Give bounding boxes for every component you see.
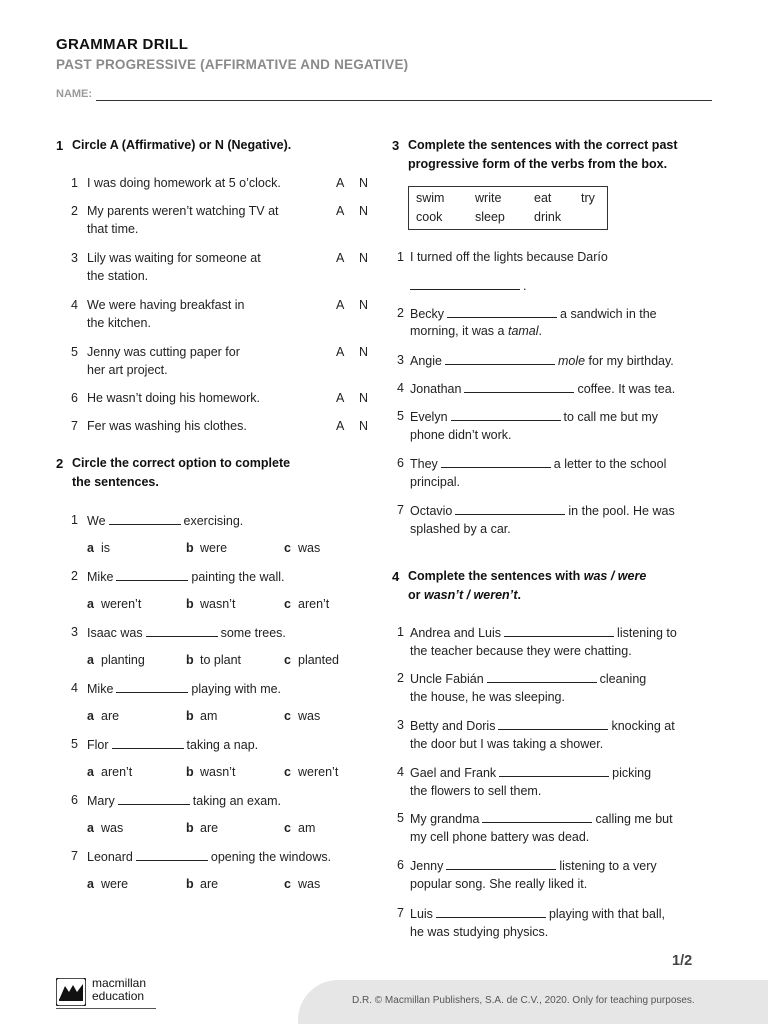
item-text: the door but I was taking a shower.	[410, 737, 604, 751]
item-text: knocking at	[611, 719, 675, 733]
item-number: 5	[71, 345, 78, 359]
item-text: the flowers to sell them.	[410, 784, 542, 798]
option-c[interactable]	[284, 707, 320, 725]
logo-underline	[56, 1008, 156, 1009]
ex4-item-5	[392, 809, 722, 847]
option-text: am	[298, 821, 316, 835]
ex1-item-6	[56, 389, 376, 409]
answer-a[interactable]: A	[336, 419, 345, 433]
option-letter: a	[87, 765, 94, 779]
option-letter: a	[87, 541, 94, 555]
item-text: cleaning	[599, 672, 647, 686]
word-box-word: eat	[534, 191, 552, 205]
option-letter: b	[186, 765, 194, 779]
option-a[interactable]	[87, 819, 123, 837]
word-box-word: write	[475, 191, 502, 205]
option-text: planting	[101, 653, 145, 667]
option-text: weren’t	[101, 597, 142, 611]
item-number: 5	[397, 811, 404, 825]
answer-a[interactable]: A	[336, 345, 345, 359]
item-number: 5	[397, 409, 404, 423]
answer-a[interactable]: A	[336, 204, 345, 218]
option-text: wasn’t	[200, 597, 236, 611]
answer-blank[interactable]	[499, 763, 609, 777]
ex1-number: 1	[56, 138, 64, 153]
item-number: 4	[71, 298, 78, 312]
item-number: 6	[71, 793, 78, 807]
option-text: are	[200, 877, 219, 891]
macmillan-logo-icon	[56, 978, 86, 1006]
item-text: .	[538, 324, 543, 338]
ex4-item-2	[392, 669, 722, 707]
item-text: morning, it was a	[410, 324, 508, 338]
item-text: a letter to the school	[553, 457, 667, 471]
ex4-heading	[392, 567, 722, 607]
item-text: Andrea and Luis	[410, 626, 502, 640]
item-text: I turned off the lights because Darío	[410, 250, 608, 264]
word-box-word: cook	[416, 210, 443, 224]
item-text: some trees.	[220, 626, 286, 640]
ex1-item-4	[56, 296, 376, 334]
item-text: opening the windows.	[210, 850, 332, 864]
item-text: .	[523, 279, 527, 293]
ex2-item-4	[56, 679, 376, 727]
item-number: 2	[71, 569, 78, 583]
item-number: 4	[71, 681, 78, 695]
answer-a[interactable]: A	[336, 176, 345, 190]
item-text: in the pool. He was	[568, 504, 675, 518]
option-letter: a	[87, 709, 94, 723]
option-letter: a	[87, 821, 94, 835]
name-label: NAME:	[56, 88, 93, 100]
answer-blank[interactable]	[455, 501, 565, 515]
item-text: calling me but	[595, 812, 673, 826]
answer-blank[interactable]	[112, 735, 184, 749]
item-text: to call me but my	[563, 410, 659, 424]
item-text: Luis	[410, 907, 433, 921]
ex2-number: 2	[56, 456, 64, 471]
item-text: for my birthday.	[585, 354, 674, 368]
option-b[interactable]	[186, 819, 218, 837]
item-number: 5	[71, 737, 78, 751]
item-text: taking a nap.	[186, 738, 259, 752]
option-letter: c	[284, 765, 291, 779]
option-letter: b	[186, 597, 194, 611]
option-letter: c	[284, 877, 291, 891]
option-b[interactable]	[186, 651, 241, 669]
ex4-instruction-italic: was / were	[583, 569, 647, 583]
option-letter: b	[186, 877, 194, 891]
ex2-instruction-line1: Circle the correct option to complete	[72, 456, 291, 470]
ex4-item-7	[392, 904, 722, 942]
option-text: aren’t	[298, 597, 330, 611]
option-text: are	[200, 821, 219, 835]
answer-a[interactable]: A	[336, 298, 345, 312]
word-box-word: sleep	[475, 210, 505, 224]
ex4-instruction-end: .	[517, 588, 521, 602]
page-number: 1/2	[672, 953, 693, 969]
item-text: listening to a very	[559, 859, 657, 873]
ex3-heading	[392, 136, 722, 176]
item-text: playing with that ball,	[548, 907, 665, 921]
ex4-instruction-line2: or	[408, 588, 424, 602]
word-box-word: swim	[416, 191, 445, 205]
item-text: taking an exam.	[192, 794, 282, 808]
option-text: planted	[298, 653, 340, 667]
option-letter: a	[87, 877, 94, 891]
answer-blank[interactable]	[109, 511, 181, 525]
option-letter: b	[186, 653, 194, 667]
worksheet-title: GRAMMAR DRILL	[56, 36, 189, 53]
answer-a[interactable]: A	[336, 251, 345, 265]
item-number: 7	[71, 849, 78, 863]
option-letter: c	[284, 541, 291, 555]
item-text: the house, he was sleeping.	[410, 690, 565, 704]
answer-blank[interactable]	[146, 623, 218, 637]
ex4-item-4	[392, 763, 722, 801]
item-text-italic: tamal	[507, 324, 539, 338]
ex3-item-1	[392, 248, 722, 293]
ex4-instruction-italic: wasn’t / weren’t	[423, 588, 518, 602]
item-number: 2	[397, 306, 404, 320]
item-text: Jenny	[410, 859, 444, 873]
item-text: Flor	[87, 738, 109, 752]
item-number: 3	[71, 251, 78, 265]
item-text: Uncle Fabián	[410, 672, 484, 686]
item-number: 6	[397, 858, 404, 872]
option-c[interactable]	[284, 763, 338, 781]
ex3-item-7	[392, 501, 722, 541]
answer-blank[interactable]	[441, 454, 551, 468]
option-b[interactable]	[186, 707, 217, 725]
ex2-item-3	[56, 623, 376, 671]
option-letter: c	[284, 821, 291, 835]
ex4-item-1	[392, 623, 722, 661]
option-a[interactable]	[87, 707, 119, 725]
item-text: My grandma	[410, 812, 480, 826]
option-text: is	[101, 541, 111, 555]
item-number: 1	[397, 625, 404, 639]
ex3-instruction-line1: Complete the sentences with the correct past	[408, 138, 678, 152]
item-text: We	[87, 514, 106, 528]
ex3-item-2	[392, 304, 722, 344]
option-a[interactable]	[87, 539, 110, 557]
item-number: 2	[397, 671, 404, 685]
ex1-item-2	[56, 202, 376, 240]
option-b[interactable]	[186, 539, 227, 557]
ex4-item-3	[392, 716, 722, 754]
item-text: exercising.	[183, 514, 244, 528]
answer-n[interactable]: N	[359, 204, 369, 218]
ex2-item-2	[56, 567, 376, 615]
answer-blank[interactable]	[445, 351, 555, 365]
answer-n[interactable]: N	[359, 419, 369, 433]
option-text: was	[101, 821, 124, 835]
answer-blank[interactable]	[410, 276, 520, 290]
item-text: principal.	[410, 475, 461, 489]
ex4-item-6	[392, 856, 722, 894]
name-line[interactable]	[96, 100, 712, 101]
option-text: was	[298, 877, 321, 891]
answer-blank[interactable]	[498, 716, 608, 730]
answer-blank[interactable]	[451, 407, 561, 421]
answer-a[interactable]: A	[336, 391, 345, 405]
item-text: Evelyn	[410, 410, 448, 424]
answer-blank[interactable]	[464, 379, 574, 393]
item-text-italic: mole	[557, 354, 586, 368]
ex4-instruction-line1: Complete the sentences with	[408, 569, 584, 583]
ex1-item-5	[56, 343, 376, 381]
answer-blank[interactable]	[446, 856, 556, 870]
item-number: 4	[397, 381, 404, 395]
option-a[interactable]	[87, 875, 128, 893]
item-text: We were having breakfast in	[87, 298, 245, 312]
item-text: Jenny was cutting paper for	[87, 345, 240, 359]
ex2-item-6	[56, 791, 376, 839]
option-letter: c	[284, 597, 291, 611]
answer-blank[interactable]	[436, 904, 546, 918]
item-text: the kitchen.	[87, 316, 151, 330]
item-text: I was doing homework at 5 o’clock.	[87, 176, 281, 190]
option-text: am	[200, 709, 218, 723]
item-text: Fer was washing his clothes.	[87, 419, 247, 433]
option-text: were	[101, 877, 129, 891]
item-text: Mike	[87, 682, 114, 696]
word-box-word: try	[581, 191, 595, 205]
item-number: 7	[397, 503, 404, 517]
item-text: splashed by a car.	[410, 522, 511, 536]
option-c[interactable]	[284, 539, 320, 557]
item-text: phone didn’t work.	[410, 428, 512, 442]
item-number: 1	[71, 176, 78, 190]
answer-n[interactable]: N	[359, 345, 369, 359]
copyright-text: D.R. © Macmillan Publishers, S.A. de C.V., 2020. Only for teaching purposes.	[352, 995, 695, 1006]
ex2-item-7	[56, 847, 376, 895]
option-a[interactable]	[87, 763, 132, 781]
answer-blank[interactable]	[136, 847, 208, 861]
item-text: picking	[612, 766, 652, 780]
item-number: 3	[397, 353, 404, 367]
answer-blank[interactable]	[504, 623, 614, 637]
ex1-item-7	[56, 417, 376, 437]
ex3-number: 3	[392, 138, 400, 153]
option-letter: c	[284, 653, 291, 667]
option-b[interactable]	[186, 595, 235, 613]
ex3-item-4	[392, 379, 722, 399]
option-text: was	[298, 541, 321, 555]
option-letter: c	[284, 709, 291, 723]
worksheet-subtitle: PAST PROGRESSIVE (AFFIRMATIVE AND NEGATIVE)	[56, 57, 409, 72]
item-text: He wasn’t doing his homework.	[87, 391, 260, 405]
ex2-item-1	[56, 511, 376, 559]
item-text: a sandwich in the	[560, 307, 657, 321]
macmillan-logo	[56, 976, 160, 1010]
item-text: Gael and Frank	[410, 766, 497, 780]
option-text: are	[101, 709, 120, 723]
item-text: Jonathan	[410, 382, 462, 396]
item-text: that time.	[87, 222, 139, 236]
item-number: 4	[397, 765, 404, 779]
item-text: Becky	[410, 307, 445, 321]
item-text: painting the wall.	[191, 570, 285, 584]
word-box	[408, 186, 608, 230]
item-text: popular song. She really liked it.	[410, 877, 588, 891]
ex3-item-3	[392, 351, 722, 371]
option-b[interactable]	[186, 763, 235, 781]
item-text: Octavio	[410, 504, 453, 518]
item-text: the station.	[87, 269, 149, 283]
option-letter: a	[87, 597, 94, 611]
option-text: to plant	[200, 653, 242, 667]
option-text: was	[298, 709, 321, 723]
answer-n[interactable]: N	[359, 391, 369, 405]
option-text: aren’t	[101, 765, 133, 779]
item-text: he was studying physics.	[410, 925, 549, 939]
item-text: Isaac was	[87, 626, 143, 640]
item-text: Angie	[410, 354, 442, 368]
item-text: listening to	[617, 626, 677, 640]
ex1-instruction: Circle A (Affirmative) or N (Negative).	[72, 138, 292, 152]
option-c[interactable]	[284, 819, 315, 837]
answer-n[interactable]: N	[359, 176, 369, 190]
item-number: 3	[397, 718, 404, 732]
item-text: coffee. It was tea.	[577, 382, 676, 396]
item-number: 7	[71, 419, 78, 433]
option-text: were	[200, 541, 228, 555]
item-text: my cell phone battery was dead.	[410, 830, 590, 844]
ex3-item-6	[392, 454, 722, 494]
logo-text-line2: education	[92, 989, 145, 1003]
item-text: Betty and Doris	[410, 719, 496, 733]
option-b[interactable]	[186, 875, 218, 893]
item-number: 7	[397, 906, 404, 920]
item-number: 6	[397, 456, 404, 470]
answer-blank[interactable]	[447, 304, 557, 318]
item-number: 1	[71, 513, 78, 527]
logo-text-line1: macmillan	[92, 976, 147, 990]
item-number: 3	[71, 625, 78, 639]
item-text: Lily was waiting for someone at	[87, 251, 261, 265]
item-text: her art project.	[87, 363, 168, 377]
ex1-item-3	[56, 249, 376, 287]
ex3-item-5	[392, 407, 722, 447]
option-letter: b	[186, 541, 194, 555]
option-c[interactable]	[284, 875, 320, 893]
answer-blank[interactable]	[118, 791, 190, 805]
answer-blank[interactable]	[116, 567, 188, 581]
ex2-heading	[56, 454, 356, 494]
option-text: wasn’t	[200, 765, 236, 779]
option-text: weren’t	[298, 765, 339, 779]
item-text: Mike	[87, 570, 114, 584]
item-number: 2	[71, 204, 78, 218]
answer-n[interactable]: N	[359, 298, 369, 312]
option-letter: b	[186, 709, 194, 723]
item-text: Leonard	[87, 850, 133, 864]
option-a[interactable]	[87, 651, 145, 669]
answer-blank[interactable]	[116, 679, 188, 693]
item-text: They	[410, 457, 438, 471]
ex2-instruction-line2: the sentences.	[72, 475, 159, 489]
option-a[interactable]	[87, 595, 141, 613]
option-letter: b	[186, 821, 194, 835]
word-box-word: drink	[534, 210, 562, 224]
ex1-heading	[56, 136, 356, 156]
ex1-item-1	[56, 174, 376, 194]
ex2-item-5	[56, 735, 376, 783]
item-number: 1	[397, 250, 404, 264]
ex4-number: 4	[392, 569, 400, 584]
answer-n[interactable]: N	[359, 251, 369, 265]
answer-blank[interactable]	[482, 809, 592, 823]
item-number: 6	[71, 391, 78, 405]
item-text: the teacher because they were chatting.	[410, 644, 632, 658]
option-c[interactable]	[284, 595, 329, 613]
item-text: playing with me.	[191, 682, 282, 696]
option-letter: a	[87, 653, 94, 667]
option-c[interactable]	[284, 651, 339, 669]
item-text: My parents weren’t watching TV at	[87, 204, 279, 218]
answer-blank[interactable]	[487, 669, 597, 683]
ex3-instruction-line2: progressive form of the verbs from the box.	[408, 157, 668, 171]
item-text: Mary	[87, 794, 115, 808]
